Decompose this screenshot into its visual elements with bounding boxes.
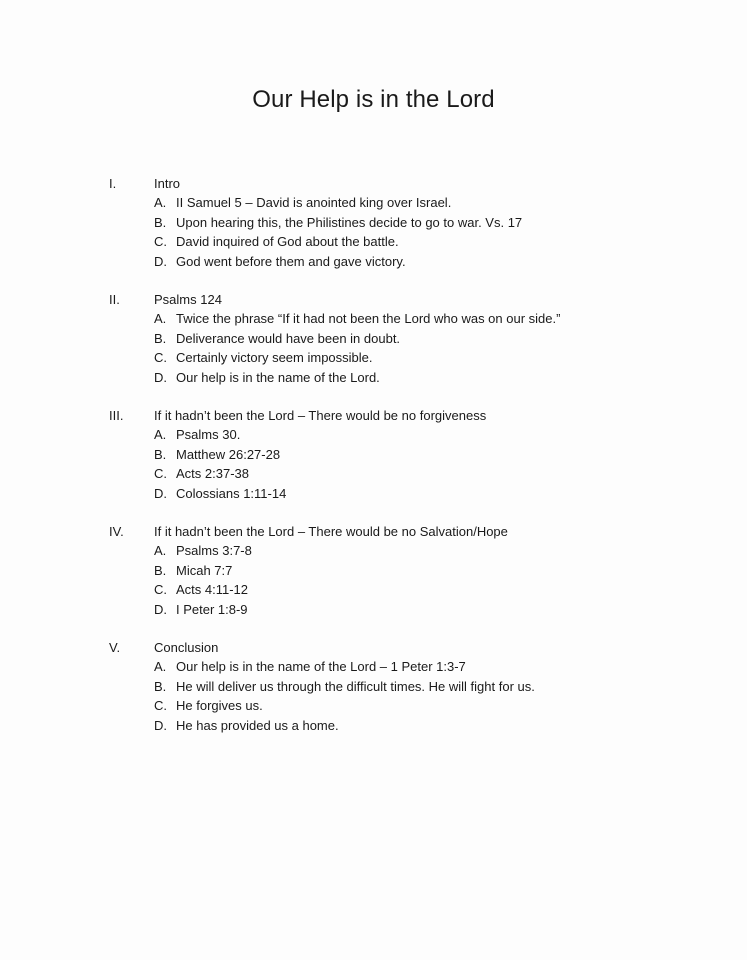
item-text: Certainly victory seem impossible.	[176, 350, 373, 365]
outline-item	[0, 252, 747, 272]
item-text: Our help is in the name of the Lord.	[176, 369, 380, 385]
outline-item	[0, 329, 747, 349]
outline-item	[0, 464, 747, 484]
item-letter: A.	[154, 427, 167, 442]
section-title: If it hadn’t been the Lord – There would be no Salvation/Hope	[154, 524, 508, 539]
item-letter: D.	[154, 253, 167, 269]
item-letter: B.	[154, 678, 167, 694]
outline-item	[0, 600, 747, 620]
item-text: Colossians 1:11-14	[176, 485, 287, 501]
outline-item	[0, 561, 747, 581]
item-text: I Peter 1:8-9	[176, 601, 248, 617]
item-text: Twice the phrase “If it had not been the Lord who was on our side.”	[176, 311, 561, 326]
outline-section-1	[0, 174, 747, 271]
section-numeral: I.	[109, 176, 117, 191]
item-letter: D.	[154, 601, 167, 617]
section-numeral: IV.	[109, 524, 124, 539]
outline-item	[0, 348, 747, 368]
item-letter: D.	[154, 485, 167, 501]
section-heading	[0, 406, 747, 425]
outline-section-3	[0, 406, 747, 503]
outline-item	[0, 657, 747, 677]
item-text: Our help is in the name of the Lord – 1 Peter 1:3-7	[176, 659, 466, 674]
section-title: Intro	[154, 176, 181, 191]
item-letter: D.	[154, 369, 167, 385]
item-letter: C.	[154, 234, 167, 249]
item-text: Psalms 30.	[176, 427, 241, 442]
item-letter: A.	[154, 543, 167, 558]
outline-item	[0, 193, 747, 213]
outline-item	[0, 213, 747, 233]
outline-item	[0, 716, 747, 736]
item-text: Upon hearing this, the Philistines decide to go to war. Vs. 17	[176, 214, 523, 230]
item-letter: A.	[154, 659, 167, 674]
item-letter: D.	[154, 717, 167, 733]
item-text: He forgives us.	[176, 698, 263, 713]
outline-item	[0, 232, 747, 252]
item-letter: B.	[154, 330, 167, 346]
page-title: Our Help is in the Lord	[252, 86, 495, 113]
item-letter: A.	[154, 311, 167, 326]
item-text: He will deliver us through the difficult times. He will fight for us.	[176, 678, 535, 694]
item-letter: B.	[154, 214, 167, 230]
item-letter: B.	[154, 446, 167, 462]
item-letter: B.	[154, 562, 167, 578]
section-heading	[0, 290, 747, 309]
section-numeral: II.	[109, 292, 120, 307]
item-letter: C.	[154, 350, 167, 365]
outline-section-4	[0, 522, 747, 619]
section-title: Psalms 124	[154, 292, 222, 307]
outline-item	[0, 309, 747, 329]
section-heading	[0, 174, 747, 193]
outline-item	[0, 696, 747, 716]
outline-item	[0, 677, 747, 697]
item-letter: C.	[154, 582, 167, 597]
section-heading	[0, 638, 747, 657]
item-letter: A.	[154, 195, 167, 210]
item-text: He has provided us a home.	[176, 717, 339, 733]
outline-item	[0, 580, 747, 600]
item-letter: C.	[154, 698, 167, 713]
item-text: God went before them and gave victory.	[176, 253, 406, 269]
item-text: David inquired of God about the battle.	[176, 234, 399, 249]
item-text: II Samuel 5 – David is anointed king over Israel.	[176, 195, 452, 210]
section-numeral: III.	[109, 408, 124, 423]
item-text: Deliverance would have been in doubt.	[176, 330, 401, 346]
outline-section-5	[0, 638, 747, 735]
item-text: Acts 2:37-38	[176, 466, 249, 481]
outline-item	[0, 445, 747, 465]
outline-item	[0, 484, 747, 504]
item-text: Micah 7:7	[176, 562, 233, 578]
outline-section-2	[0, 290, 747, 387]
section-numeral: V.	[109, 640, 121, 655]
section-title: Conclusion	[154, 640, 219, 655]
item-text: Matthew 26:27-28	[176, 446, 281, 462]
outline-item	[0, 425, 747, 445]
outline-item	[0, 541, 747, 561]
section-title: If it hadn’t been the Lord – There would be no forgiveness	[154, 408, 487, 423]
item-text: Psalms 3:7-8	[176, 543, 252, 558]
outline-item	[0, 368, 747, 388]
item-letter: C.	[154, 466, 167, 481]
section-heading	[0, 522, 747, 541]
item-text: Acts 4:11-12	[176, 582, 249, 597]
